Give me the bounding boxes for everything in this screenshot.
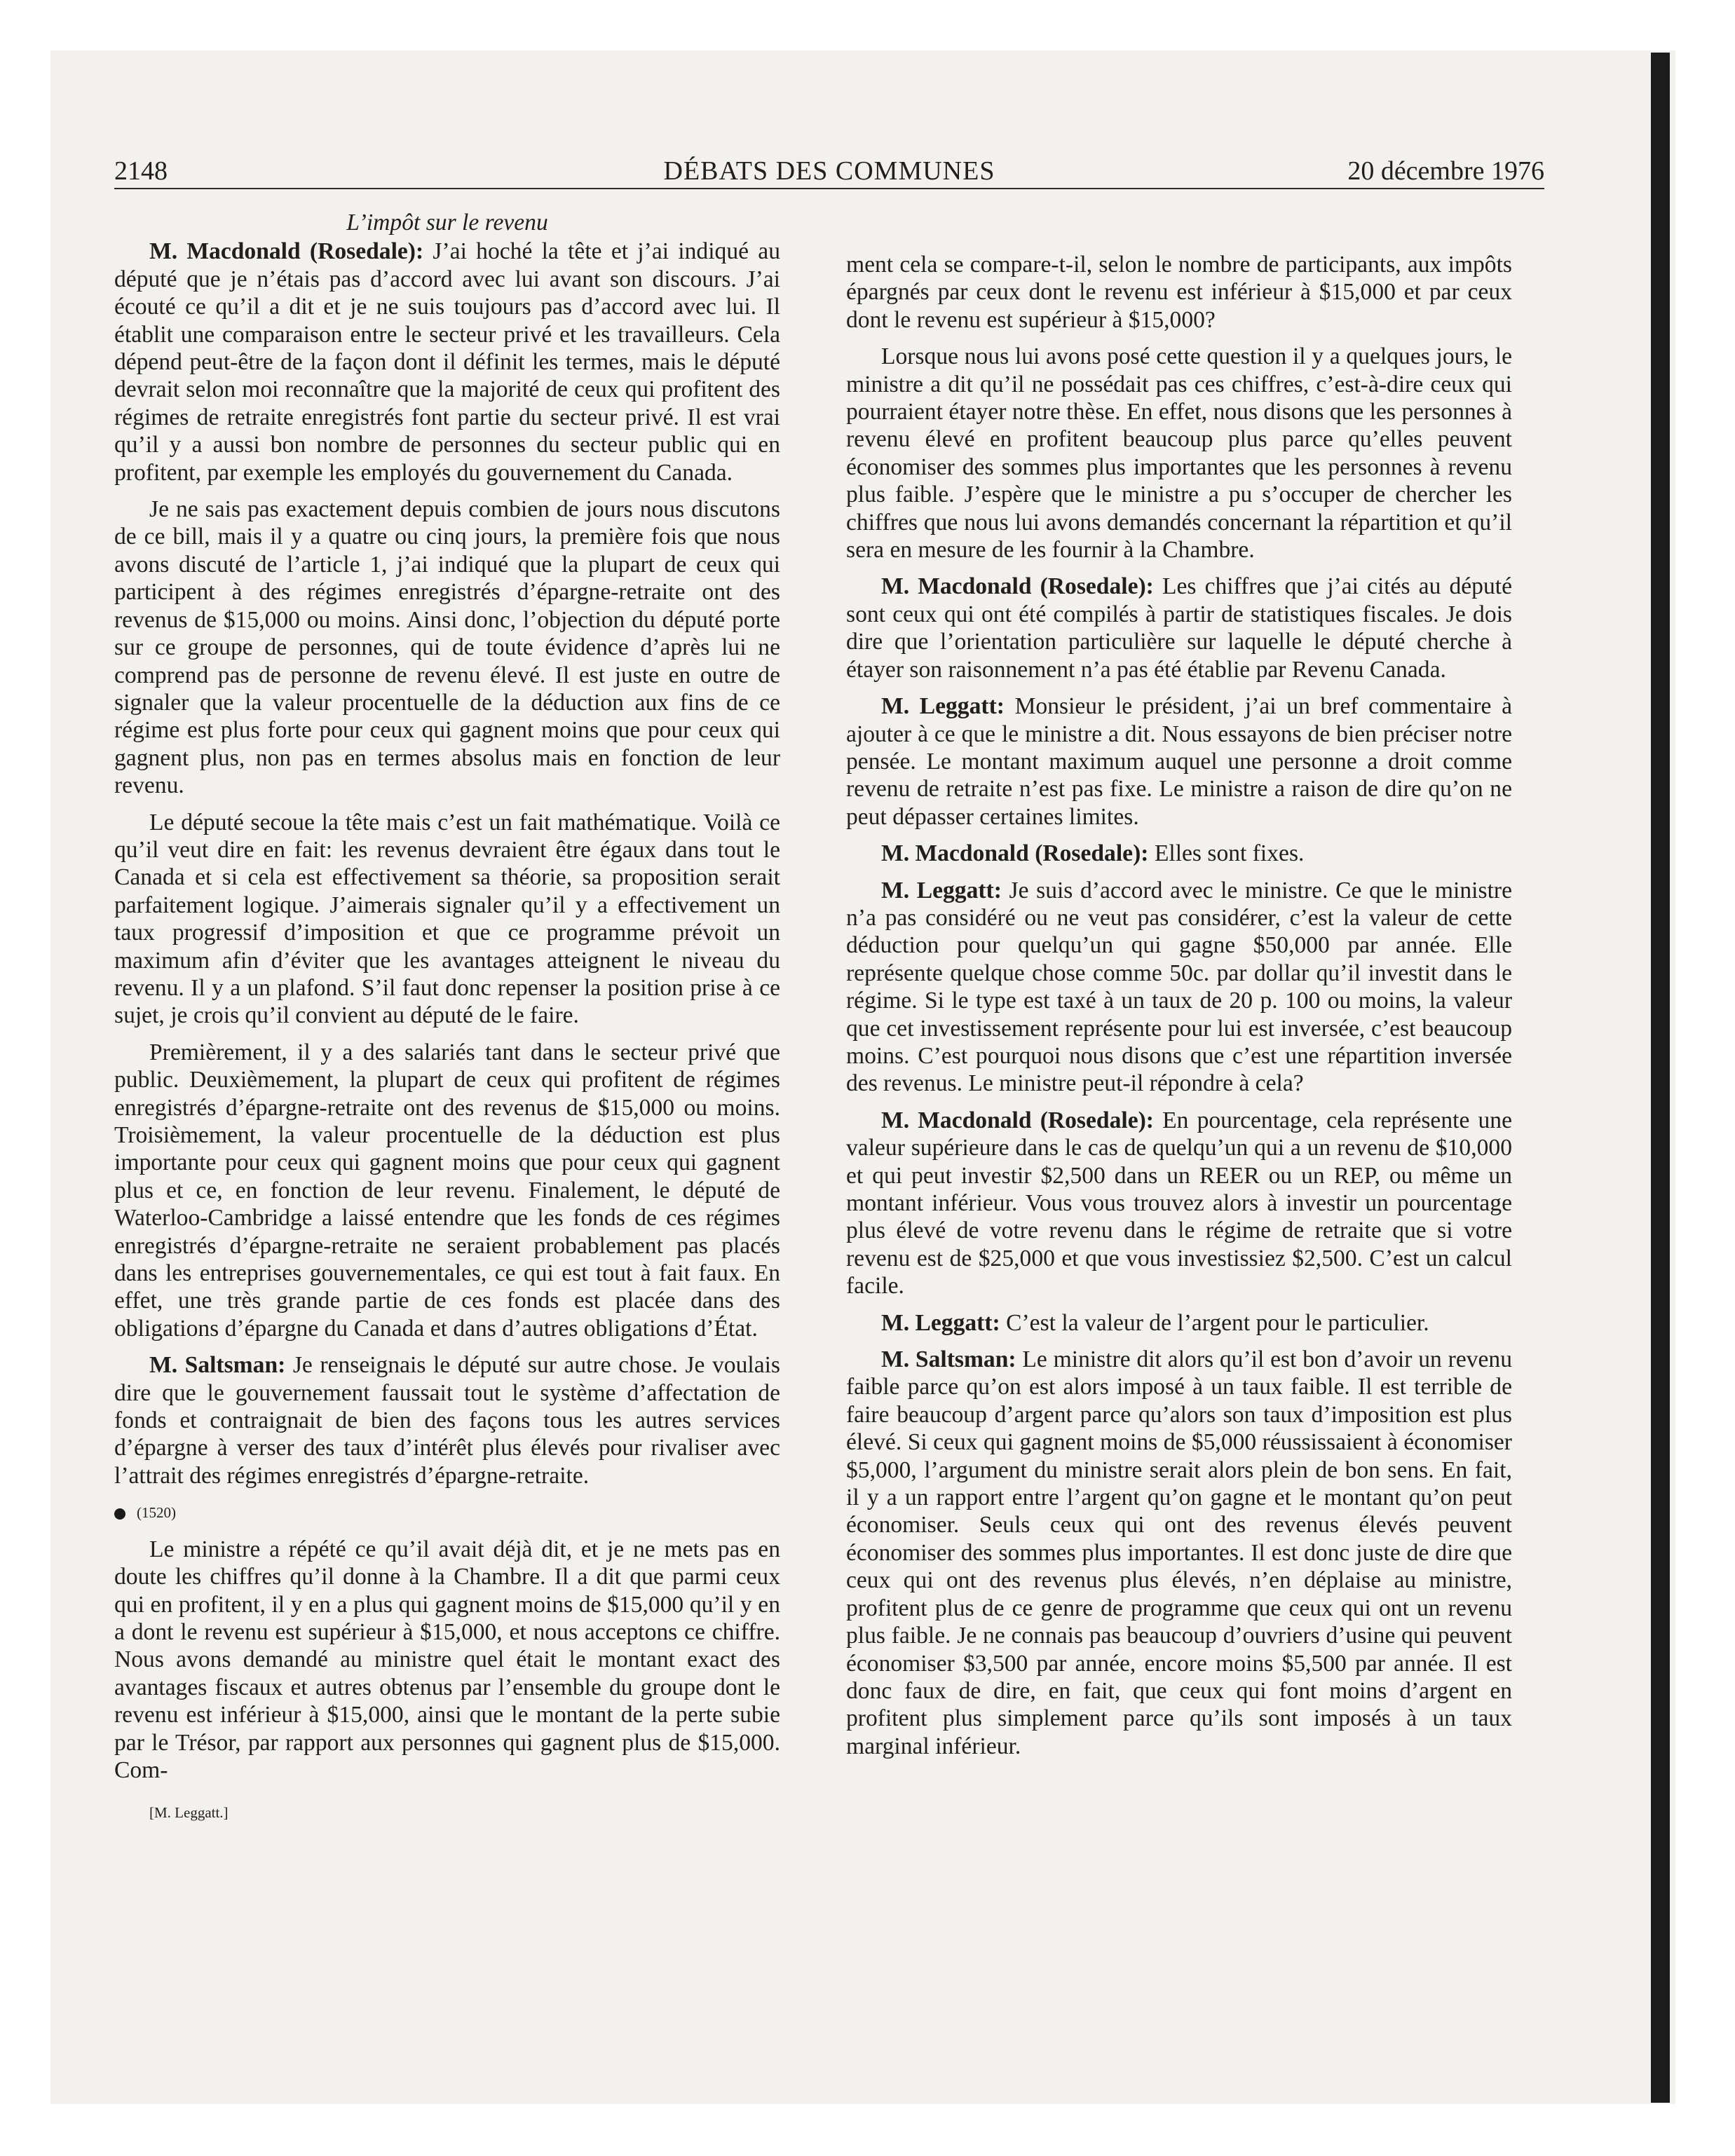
speaker-name: M. Leggatt:	[881, 693, 1005, 720]
paragraph	[114, 1351, 780, 1489]
time-marker-text: (1520)	[137, 1504, 176, 1522]
right-column	[846, 251, 1512, 1760]
header-rule	[114, 188, 1544, 189]
paragraph: Lorsque nous lui avons posé cette question il y a quelques jours, le ministre a dit qu’il ne possédait pas ces chiffres, c’est-à-dire ceux qui pourraient étayer notre thèse. En effet, nous disons que les personnes à revenu élevé en profitent beaucoup plus parce qu’elles peuvent économiser des sommes plus importantes que les personnes à revenu plus faible. J’espère que le ministre a pu s’occuper de chercher les chiffres que nous lui avons demandés concernant la répartition et qu’il sera en mesure de les fournir à la Chambre.	[846, 343, 1512, 564]
speech-text: Je renseignais le député sur autre chose. Je voulais dire que le gouvernement faussait tout le système d’affectation de fonds et contraignait de bien des façons tous les autres services d’épargne à verser des taux d’intérêt plus élevés pour rivaliser avec l’attrait des régimes enregistrés d’épargne-retraite.	[114, 1352, 781, 1489]
speech-text: Elles sont fixes.	[1148, 840, 1305, 867]
paragraph	[846, 573, 1512, 683]
paragraph	[846, 840, 1512, 867]
speaker-footnote: [M. Leggatt.]	[149, 1804, 229, 1822]
speaker-name: M. Saltsman:	[149, 1352, 286, 1379]
page-header	[114, 156, 1544, 191]
paragraph: Le ministre a répété ce qu’il avait déjà dit, et je ne mets pas en doute les chiffres qu’il donne à la Chambre. Il a dit que parmi ceux qui en profitent, il y en a plus qui gagnent moins de $15,000 qu’il y en a dont le revenu est supérieur à $15,000, et nous acceptons ce chiffre. Nous avons demandé au ministre quel était le montant exact des avantages fiscaux et autres obtenus par l’ensemble du groupe dont le revenu est inférieur à $15,000, ainsi que le montant de la perte subie par le Trésor, par rapport aux personnes qui gagnent plus de $15,000. Com-	[114, 1536, 780, 1783]
paragraph	[846, 1309, 1512, 1337]
paragraph: Le député secoue la tête mais c’est un fait mathématique. Voilà ce qu’il veut dire en fait: les revenus devraient être égaux dans tout le Canada et si cela est effectivement sa théorie, sa proposition serait parfaitement logique. J’aimerais signaler qu’il y a effectivement un taux progressif d’imposition et que ce programme prévoit un maximum afin d’éviter que les avantages atteignent le niveau du revenu. Il y a un plafond. S’il faut donc repenser la position prise à ce sujet, je crois qu’il convient au député de le faire.	[114, 809, 780, 1029]
speech-text: Monsieur le président, j’ai un bref commentaire à ajouter à ce que le ministre a dit. Nous essayons de bien préciser notre pensée. Le montant maximum auquel une personne a droit comme revenu de retraite n’est pas fixe. Le ministre a raison de dire qu’on ne peut dépasser certaines limites.	[846, 693, 1512, 830]
speech-text: J’ai hoché la tête et j’ai indiqué au député que je n’étais pas d’accord avec lui avant son discours. J’ai écouté ce qu’il a dit et je ne suis toujours pas d’accord avec lui. Il établit une comparaison entre le secteur privé et les travailleurs. Cela dépend peut-être de la façon dont il définit les termes, mais le député devrait selon moi reconnaître que la majorité de ceux qui profitent des régimes de retraite enregistrés font partie du secteur privé. Il est vrai qu’il y a aussi bon nombre de personnes du secteur public qui en profitent, par exemple les employés du gouvernement du Canada.	[114, 238, 780, 486]
speech-text: Le ministre dit alors qu’il est bon d’avoir un revenu faible parce qu’on est alors imposé à un taux faible. Il est terrible de faire beaucoup d’argent parce qu’alors son taux d’imposition est plus élevé. Si ceux qui gagnent moins de $5,000 réussissaient à économiser $5,000, l’argument du ministre serait alors plein de bon sens. En fait, il y a un rapport entre l’argent qu’on gagne et le montant qu’on peut économiser. Seuls ceux qui ont des revenus élevés peuvent économiser des sommes plus importantes. Il est donc juste de dire que ceux qui ont des revenus plus élevés, n’en déplaise au ministre, profitent plus de ce genre de programme que ceux qui ont un revenu plus faible. Je ne connais pas beaucoup d’ouvriers d’usine qui peuvent économiser $3,500 par année, encore moins $5,500 par année. Il est donc faux de dire, en fait, que ceux qui font moins d’argent en profitent plus simplement parce qu’ils sont imposés à un taux marginal inférieur.	[846, 1346, 1513, 1759]
speaker-name: M. Macdonald (Rosedale):	[881, 840, 1149, 867]
left-column	[114, 209, 780, 1827]
paragraph	[846, 1346, 1512, 1760]
speech-text: Les chiffres que j’ai cités au député sont ceux qui ont été compilés à partir de statistiques fiscales. Je dois dire que l’orientation particulière sur laquelle le député cherche à étayer son raisonnement n’a pas été établie par Revenu Canada.	[846, 573, 1512, 683]
speaker-name: M. Macdonald (Rosedale):	[149, 238, 424, 265]
page-number: 2148	[114, 156, 168, 186]
paragraph	[846, 1107, 1512, 1300]
speaker-name: M. Saltsman:	[881, 1346, 1016, 1373]
paragraph	[846, 877, 1512, 1098]
paragraph: Premièrement, il y a des salariés tant dans le secteur privé que public. Deuxièmement, la plupart de ceux qui profitent de régimes enregistrés d’épargne-retraite ont des revenus de $15,000 ou moins. Troisièmement, la valeur procentuelle de la déduction est plus importante pour ceux qui gagnent moins que pour ceux qui gagnent plus et ce, en fonction de leur revenu. Finalement, le député de Waterloo-Cambridge a laissé entendre que les fonds de ces régimes enregistrés d’épargne-retraite ne seraient probablement pas placés dans les entreprises gouvernementales, ce qui est tout à fait faux. En effet, une très grande partie de ces fonds est placée dans des obligations d’épargne du Canada et dans d’autres obligations d’État.	[114, 1039, 780, 1342]
running-title: DÉBATS DES COMMUNES	[663, 156, 995, 186]
speaker-name: M. Macdonald (Rosedale):	[881, 1107, 1154, 1133]
paragraph: Je ne sais pas exactement depuis combien de jours nous discutons de ce bill, mais il y a quatre ou cinq jours, la première fois que nous avons discuté de l’article 1, j’ai indiqué que la plupart de ceux qui participent à des régimes enregistrés d’épargne-retraite ont des revenus de $15,000 ou moins. Ainsi donc, l’objection du député porte sur ce groupe de personnes, qui de toute évidence d’après lui ne comprend pas de personne de revenu élevé. Il est juste en outre de signaler que la valeur procentuelle de la déduction aux fins de ce régime est plus forte pour ceux qui gagnent moins que pour ceux qui gagnent plus, non pas en termes absolus mais en fonction de leur revenu.	[114, 496, 780, 799]
bullet-dot-icon	[114, 1508, 125, 1520]
header-date: 20 décembre 1976	[1347, 156, 1544, 186]
scan-edge-bar	[1651, 53, 1670, 2103]
paragraph: ment cela se compare-t-il, selon le nombre de participants, aux impôts épargnés par ceux dont le revenu est inférieur à $15,000 et par ceux dont le revenu est supérieur à $15,000?	[846, 252, 1512, 333]
speech-text: Je suis d’accord avec le ministre. Ce que le ministre n’a pas considéré ou ne veut pas considérer, c’est la valeur de cette déduction pour quelqu’un qui gagne $50,000 par année. Elle représente quelque chose comme 50c. par dollar qu’il investit dans le régime. Si le type est taxé à un taux de 20 p. 100 ou moins, la valeur que cet investissement représente pour lui est inversée, c’est beaucoup moins. C’est pourquoi nous disons que c’est une répartition inversée des revenus. Le ministre peut-il répondre à cela?	[846, 877, 1512, 1097]
speech-text: C’est la valeur de l’argent pour le particulier.	[1000, 1309, 1429, 1336]
time-marker	[114, 1499, 780, 1527]
speaker-name: M. Leggatt:	[881, 877, 1002, 903]
speech-text: En pourcentage, cela représente une valeur supérieure dans le cas de quelqu’un qui a un revenu de $10,000 et qui peut investir $2,500 dans un REER ou un REP, ou même un montant inférieur. Vous vous trouvez alors à investir un pourcentage plus élevé de votre revenu dans le régime de retraite que si votre revenu est de $25,000 et que vous investissiez $2,500. C’est un calcul facile.	[846, 1107, 1512, 1299]
paragraph	[846, 692, 1512, 831]
paragraph	[114, 238, 780, 486]
speaker-name: M. Leggatt:	[881, 1309, 1000, 1336]
speaker-name: M. Macdonald (Rosedale):	[881, 573, 1154, 600]
section-title: L’impôt sur le revenu	[346, 210, 548, 236]
